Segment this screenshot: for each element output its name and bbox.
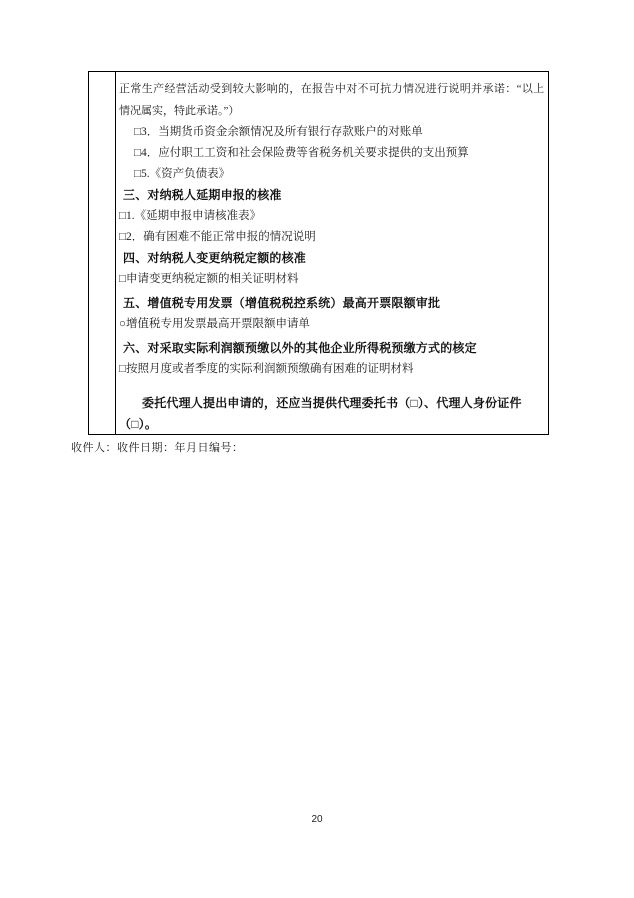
- form-line-checklist-item: □2．确有困难不能正常申报的情况说明: [119, 231, 316, 243]
- form-table: [88, 71, 549, 435]
- page-number: 20: [311, 814, 323, 825]
- form-line-section-heading: 四、对纳税人变更纳税定额的核准: [123, 251, 307, 265]
- form-line-continuation-justified: 正常生产经营活动受到较大影响的，在报告中对不可抗力情况进行说明并承诺：“以上: [119, 83, 544, 95]
- form-line-checklist-item: □1.《延期申报申请核准表》: [119, 210, 262, 222]
- form-line-sub-item: □5.《资产负债表》: [134, 168, 231, 180]
- receipt-footer-line: 收件人：收件日期：年月日编号：: [71, 442, 244, 454]
- form-line-sub-item: □4．应付职工工资和社会保险费等省税务机关要求提供的支出预算: [134, 147, 469, 159]
- table-content-column: [116, 72, 548, 434]
- form-line-bold-note-first: 委托代理人提出申请的，还应当提供代理委托书（□）、代理人身份证件: [142, 396, 522, 410]
- form-line-checklist-item: □按照月度或者季度的实际利润额预缴确有困难的证明材料: [119, 363, 414, 375]
- form-line-checklist-item: ○增值税专用发票最高开票限额申请单: [119, 318, 310, 330]
- form-lines-container: [119, 78, 544, 434]
- table-left-label-column: [89, 72, 116, 434]
- form-line-section-heading-spaced: 六、对采取实际利润额预缴以外的其他企业所得税预缴方式的核定: [123, 341, 477, 355]
- form-line-bold-note-cont: （□）。: [119, 417, 158, 431]
- form-line-section-heading-spaced: 五、增值税专用发票（增值税税控系统）最高开票限额审批: [123, 296, 441, 310]
- form-line-continuation: 情况属实，特此承诺。”）: [119, 105, 240, 117]
- form-line-sub-item: □3．当期货币资金余额情况及所有银行存款账户的对账单: [134, 126, 423, 138]
- form-line-checklist-item: □申请变更纳税定额的相关证明材料: [119, 273, 299, 285]
- form-line-section-heading: 三、对纳税人延期申报的核准: [123, 188, 282, 202]
